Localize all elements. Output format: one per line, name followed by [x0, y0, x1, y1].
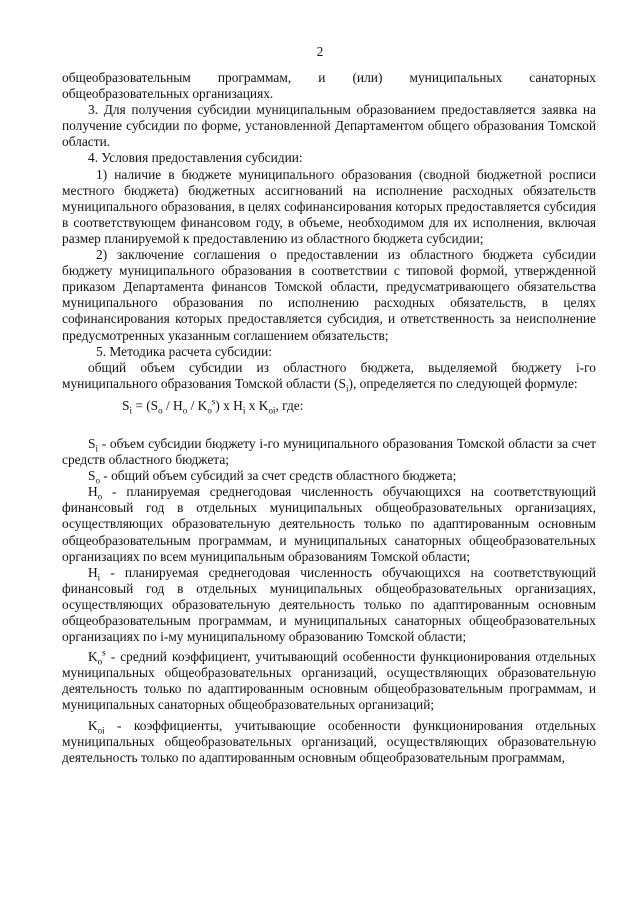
def-ko-sub: o — [97, 656, 103, 667]
paragraph-continuation-line2: общеобразовательных организациях. — [62, 86, 274, 102]
definition-ko — [62, 649, 596, 713]
definition-ho — [62, 484, 596, 564]
formula-eq: = (S — [131, 397, 159, 413]
formula-sub-oi: oi — [268, 405, 276, 416]
paragraph-4: 4. Условия предоставления субсидии: — [88, 150, 303, 166]
def-so-sub: o — [95, 475, 100, 486]
def-si-sub: i — [95, 443, 98, 454]
definition-koi — [62, 718, 596, 766]
paragraph-continuation-line1: общеобразовательным программам, и (или) муниципальных санаторных — [62, 70, 596, 85]
formula-sub-o: o — [158, 405, 163, 416]
def-ko-sup: s — [102, 647, 106, 658]
def-koi-sym: K — [88, 717, 98, 733]
paragraph-4-2: 2) заключение соглашения о предоставлении из областного бюджета субсидии бюджету муниципального образования в соответствии с типовой формой, утвержденной приказом Департамента финансов Томской области, предусматривающего обязательства муниципального образования по исполнению расходных обязательств, в целях софинансирования которых предоставляется субсидия, и ответственность за неисполнение предусмотренных указанным соглашением обязательств; — [62, 247, 596, 343]
def-hi-sym: H — [88, 564, 98, 580]
formula-x2: x K — [245, 397, 269, 413]
p5-sub: i — [345, 383, 349, 394]
formula-sub-o2: o — [182, 405, 188, 416]
formula-div2: / K — [187, 397, 208, 413]
def-ko-text: - средний коэффициент, учитывающий особенности функционирования отдельных муниципальных общеобразовательных организаций, осуществляющих образовательную деятельность только по адаптированным основным общеобразовательным программам, и муниципальных санаторных общеобразовательных организаций; — [62, 649, 596, 713]
definition-si — [62, 436, 596, 468]
def-si-text: - объем субсидии бюджету i-го муниципального образования Томской области за счет средств областного бюджета; — [62, 435, 596, 468]
def-hi-text: - планируемая среднегодовая численность обучающихся на соответствующий финансовый год в отдельных муниципальных общеобразовательных организациях, осуществляющих образовательную деятельность только по адаптированным основным общеобразовательным программам, и муниципальных санаторных общеобразовательных организациях по i-му муниципальному образованию Томской области; — [62, 564, 596, 645]
paragraph-4-1: 1) наличие в бюджете муниципального образования (сводной бюджетной росписи местного бюджета) бюджетных ассигнований на исполнение расходных обязательств муниципального образования, в целях софинансирования которых предоставляется субсидия в соответствующем финансовом году, в объеме, необходимом для их исполнения, включая размер планируемой к предоставлению из областного бюджета субсидии; — [62, 166, 596, 246]
def-hi-sub: i — [97, 572, 101, 583]
paragraph-5-text — [62, 360, 596, 392]
def-so-text: - общий объем субсидий за счет средств областного бюджета; — [99, 468, 457, 484]
p5-text-b: ), определяется по следующей формуле: — [348, 375, 578, 391]
paragraph-3: 3. Для получения субсидии муниципальным образованием предоставляется заявка на получение субсидии по форме, установленной Департаментом общего образования Томской области. — [62, 102, 596, 150]
def-si-sym: S — [88, 435, 96, 451]
document-body — [62, 70, 596, 766]
def-ho-text: - планируемая среднегодовая численность обучающихся на соответствующий финансовый год в отдельных муниципальных общеобразовательных организациях, осуществляющих образовательную деятельность только по адаптированным основным общеобразовательным программам, и муниципальных санаторных общеобразовательных организациях по всем муниципальным образованиям Томской области; — [62, 484, 596, 564]
definition-so — [62, 468, 596, 484]
formula-sup-s: s — [211, 396, 216, 407]
formula-sub-i: i — [129, 405, 132, 416]
def-ho-sub: o — [97, 491, 103, 502]
formula-tail: , где: — [275, 397, 304, 413]
def-koi-text: - коэффициенты, учитывающие особенности функционирования отдельных муниципальных общеобразовательных организаций, осуществляющих образовательную деятельность только по адаптированным основным общеобразовательным программам, — [62, 717, 596, 765]
formula-s: S — [122, 397, 130, 413]
formula-sub-i2: i — [242, 405, 246, 416]
p5-text-a: общий объем субсидии из областного бюджета, выделяемой бюджету i-го муниципального образования Томской области (S — [62, 359, 596, 391]
def-ko-sym: K — [88, 649, 98, 665]
def-ho-sym: H — [88, 484, 98, 500]
formula — [62, 398, 596, 414]
def-koi-sub: oi — [97, 725, 105, 736]
formula-div1: / H — [162, 397, 183, 413]
def-so-sym: S — [88, 468, 96, 484]
formula-x1: ) x H — [215, 397, 243, 413]
page-number: 2 — [316, 44, 324, 59]
paragraph-5: 5. Методика расчета субсидии: — [96, 343, 272, 359]
definition-hi — [62, 565, 596, 645]
formula-sub-o3: o — [207, 405, 212, 416]
